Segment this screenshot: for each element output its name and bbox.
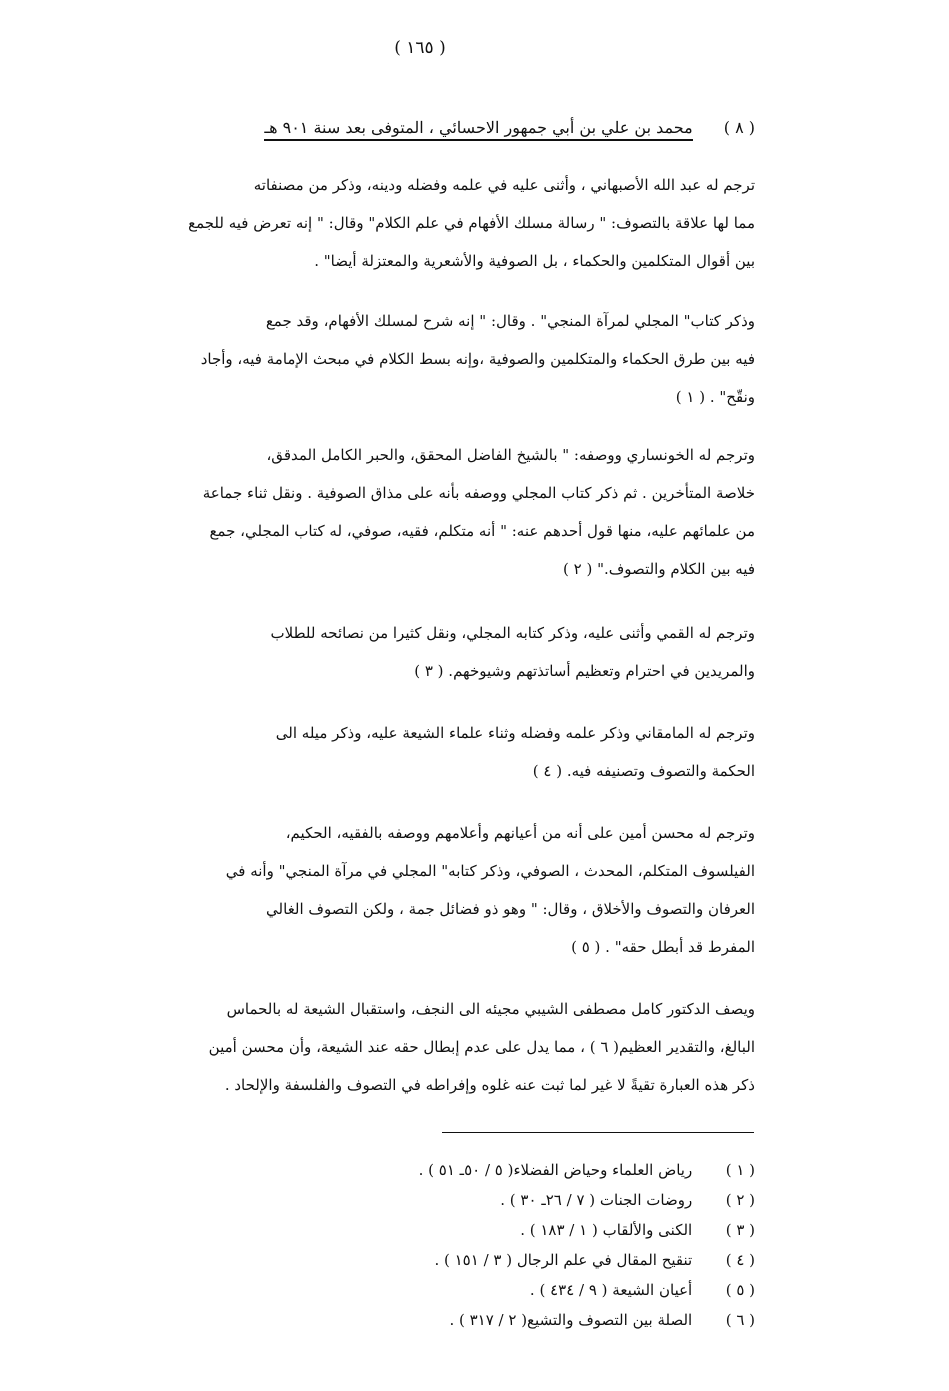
footnote-number: ( ٥ )	[725, 1281, 755, 1299]
paragraph-2	[85, 302, 755, 416]
text-line: وذكر كتاب" المجلي لمرآة المنجي" . وقال: " إنه شرح لمسلك الأفهام، وقد جمع	[265, 312, 755, 330]
text-line: وترجم له القمي وأثنى عليه، وذكر كتابه المجلي، ونقل كثيرا من نصائحه للطلاب	[270, 624, 755, 642]
paragraph-1	[85, 166, 755, 280]
section-title: محمد بن علي بن أبي جمهور الاحسائي ، المتوفى بعد سنة ٩٠١ هـ	[264, 118, 692, 141]
text-line: وترجم له المامقاني وذكر علمه وفضله وثناء علماء الشيعة عليه، وذكر ميله الى	[275, 724, 755, 742]
footnote	[180, 1305, 755, 1335]
footnote	[180, 1185, 755, 1215]
text-line: من علمائهم عليه، منها قول أحدهم عنه: " أنه متكلم، فقيه، صوفي، له كتاب المجلي، جمع	[209, 522, 755, 540]
section-heading	[180, 118, 755, 141]
section-number: ( ٨ )	[723, 118, 755, 137]
text-line: العرفان والتصوف والأخلاق ، وقال: " وهو ذو فضائل جمة ، ولكن التصوف الغالي	[266, 900, 755, 918]
text-line: الفيلسوف المتكلم، المحدث ، الصوفي، وذكر كتابه" المجلي في مرآة المنجي" وأنه في	[225, 862, 755, 880]
text-line: مما لها علاقة بالتصوف: " رسالة مسلك الأفهام في علم الكلام" وقال: " إنه تعرض فيه للجمع	[188, 214, 755, 232]
footnote-number: ( ٦ )	[725, 1311, 755, 1329]
footnote-number: ( ٤ )	[725, 1251, 755, 1269]
text-line: بين أقوال المتكلمين والحكماء ، بل الصوفية والأشعرية والمعتزلة أيضا" .	[314, 252, 755, 270]
footnote-number: ( ٢ )	[725, 1191, 755, 1209]
footnote-text: الصلة بين التصوف والتشيع( ٢ / ٣١٧ ) .	[449, 1311, 693, 1329]
footnote-text: روضات الجنات ( ٧ / ٢٦ـ ٣٠ ) .	[500, 1191, 693, 1209]
footnote	[180, 1275, 755, 1305]
paragraph-6	[85, 814, 755, 966]
page-number: ( ١٦٥ )	[394, 38, 446, 58]
text-line: الحكمة والتصوف وتصنيفه فيه. ( ٤ )	[532, 762, 755, 780]
text-line: وترجم له محسن أمين على أنه من أعيانهم وأعلامهم ووصفه بالفقيه، الحكيم،	[285, 824, 755, 842]
text-line: ذكر هذه العبارة تقيةً لا غير لما ثبت عنه غلوه وإفراطه في التصوف والفلسفة والإلحاد .	[224, 1076, 755, 1094]
footnote-text: الكنى والألقاب ( ١ / ١٨٣ ) .	[520, 1221, 693, 1239]
text-line: والمريدين في احترام وتعظيم أساتذتهم وشيوخهم. ( ٣ )	[414, 662, 755, 680]
text-line: المفرط قد أبطل حقه" . ( ٥ )	[571, 938, 755, 956]
footnotes	[180, 1155, 755, 1335]
footnote-divider	[442, 1132, 754, 1133]
footnote-number: ( ١ )	[725, 1161, 755, 1179]
paragraph-3	[85, 436, 755, 588]
footnote-text: أعيان الشيعة ( ٩ / ٤٣٤ ) .	[529, 1281, 693, 1299]
footnote	[180, 1245, 755, 1275]
text-line: فيه بين طرق الحكماء والمتكلمين والصوفية ،وإنه بسط الكلام في مبحث الإمامة فيه، وأجاد	[200, 350, 755, 368]
paragraph-5	[85, 714, 755, 790]
paragraph-7	[85, 990, 755, 1104]
paragraph-4	[85, 614, 755, 690]
text-line: فيه بين الكلام والتصوف." ( ٢ )	[563, 560, 755, 578]
text-line: خلاصة المتأخرين . ثم ذكر كتاب المجلي ووصفه بأنه على مذاق الصوفية . ونقل ثناء جماعة	[202, 484, 755, 502]
footnote-text: رياض العلماء وحياض الفضلاء( ٥ / ٥٠ـ ٥١ ) .	[418, 1161, 693, 1179]
text-line: ويصف الدكتور كامل مصطفى الشيبي مجيئه الى النجف، واستقبال الشيعة له بالحماس	[226, 1000, 755, 1018]
footnote-number: ( ٣ )	[725, 1221, 755, 1239]
footnote	[180, 1155, 755, 1185]
footnote	[180, 1215, 755, 1245]
text-line: ترجم له عبد الله الأصبهاني ، وأثنى عليه في علمه وفضله ودينه، وذكر من مصنفاته	[253, 176, 755, 194]
text-line: البالغ، والتقدير العظيم( ٦ ) ، مما يدل على عدم إبطال حقه عند الشيعة، وأن محسن أمين	[208, 1038, 755, 1056]
footnote-text: تنقيح المقال في علم الرجال ( ٣ / ١٥١ ) .	[434, 1251, 693, 1269]
text-line: ونقّح" . ( ١ )	[675, 388, 755, 406]
text-line: وترجم له الخونساري ووصفه: " بالشيخ الفاضل المحقق، والحبر الكامل المدقق،	[266, 446, 755, 464]
